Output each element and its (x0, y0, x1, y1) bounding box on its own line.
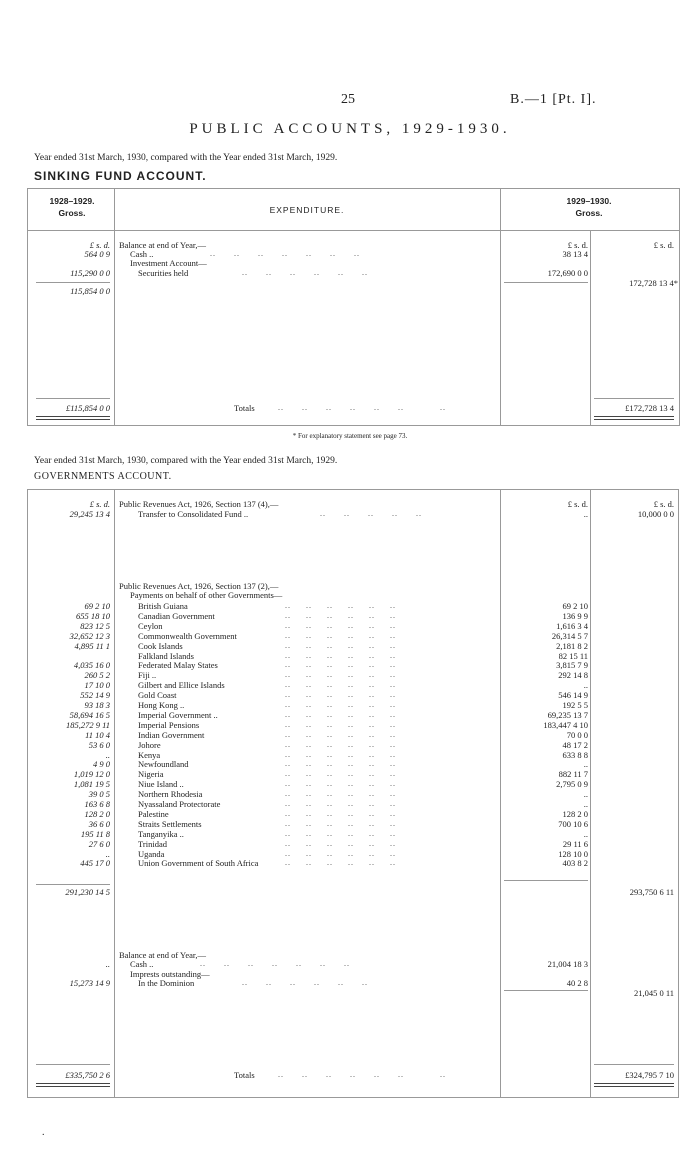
government-name: Indian Government (138, 729, 205, 740)
section-137-2-label: Public Revenues Act, 1926, Section 137 (2),— (119, 581, 279, 591)
payments-label: Payments on behalf of other Governments— (130, 590, 283, 600)
column-divider (590, 230, 591, 425)
double-rule (36, 1083, 110, 1087)
government-name: Nyassaland Protectorate (138, 799, 221, 809)
leader-dots: .. .. .. .. .. .. (285, 759, 396, 769)
government-prev-amount: 32,652 12 3 (69, 630, 110, 641)
page-number: 25 (341, 92, 355, 107)
sinking-fund-caption: Year ended 31st March, 1930, compared with the Year ended 31st March, 1929. (34, 153, 338, 163)
government-name: Palestine (138, 808, 169, 819)
leader-dots: .. .. .. .. .. .. (285, 858, 396, 868)
government-cur-amount: 1,616 3 4 (556, 620, 588, 631)
government-cur-amount: 633 8 8 (562, 749, 588, 760)
transfer-label: Transfer to Consolidated Fund .. (138, 509, 249, 519)
double-rule (36, 416, 110, 420)
government-cur-amount: 136 9 9 (562, 610, 588, 621)
totals-label: Totals (234, 1070, 255, 1080)
government-prev-amount: 655 18 10 (76, 610, 110, 621)
government-cur-amount: .. (583, 828, 588, 839)
government-cur-amount: 26,314 5 7 (551, 630, 588, 641)
leader-dots: .. .. .. .. .. .. .. (200, 959, 350, 968)
column-divider (114, 489, 115, 1097)
government-prev-amount: 823 12 5 (80, 620, 110, 631)
leader-dots: .. .. .. .. .. .. (285, 729, 396, 739)
government-prev-amount: 58,694 16 5 (69, 709, 110, 720)
government-name: Cook Islands (138, 640, 183, 651)
leader-dots: .. .. .. .. .. (320, 509, 422, 518)
totals-prev: £335,750 2 6 (65, 1070, 110, 1080)
government-prev-amount: 17 10 0 (84, 680, 110, 691)
government-cur-amount: 2,795 0 9 (556, 779, 588, 790)
col-header-cur-gross: Gross. (575, 208, 603, 218)
government-prev-amount: 1,019 12 0 (73, 769, 110, 780)
government-name: Newfoundland (138, 759, 189, 770)
government-name: Gold Coast (138, 690, 177, 701)
government-cur-amount: .. (583, 759, 588, 770)
government-prev-amount: 552 14 9 (80, 690, 110, 701)
table-border-right (678, 489, 679, 1097)
government-name: Uganda (138, 848, 165, 859)
government-prev-amount: 53 6 0 (88, 739, 110, 750)
col-header-prev-year: 1928–1929. (49, 196, 95, 206)
government-prev-amount: 39 0 5 (88, 789, 110, 800)
leader-dots: .. .. .. .. .. .. (285, 670, 396, 680)
dominion-cur: 40 2 8 (566, 978, 588, 988)
totals-cur: £172,728 13 4 (625, 403, 674, 413)
page-title: PUBLIC ACCOUNTS, 1929-1930. (189, 121, 511, 137)
leader-dots: .. .. .. .. .. .. .. (278, 403, 446, 412)
leader-dots: .. .. .. .. .. .. (285, 709, 396, 719)
column-divider (500, 188, 501, 425)
leader-dots: .. .. .. .. .. .. (285, 828, 396, 838)
government-prev-amount: 163 6 8 (84, 799, 110, 809)
double-rule (594, 1083, 674, 1087)
governments-heading: GOVERNMENTS ACCOUNT. (34, 471, 172, 482)
transfer-total: 10,000 0 0 (637, 509, 674, 519)
government-cur-amount: 48 17 2 (562, 739, 588, 750)
units-right: £ s. d. (567, 499, 588, 509)
government-name: Commonwealth Government (138, 630, 237, 641)
government-cur-amount: 183,447 4 10 (543, 719, 588, 730)
government-name: Trinidad (138, 838, 167, 849)
transfer-prev: 29,245 13 4 (69, 509, 110, 519)
government-cur-amount: 700 10 6 (558, 818, 588, 829)
units-total: £ s. d. (653, 240, 674, 250)
government-prev-amount: 128 2 0 (84, 808, 110, 819)
section-137-4-label: Public Revenues Act, 1926, Section 137 (4),— (119, 499, 279, 509)
government-name: Falkland Islands (138, 650, 194, 661)
government-cur-amount: 403 8 2 (562, 858, 588, 869)
leader-dots: .. .. .. .. .. .. (285, 690, 396, 700)
government-cur-amount: 29 11 6 (562, 838, 588, 849)
government-cur-amount: 546 14 9 (558, 690, 588, 701)
government-name: Tanganyika .. (138, 828, 184, 839)
government-name: Imperial Government .. (138, 709, 218, 720)
government-prev-amount: 4,895 11 1 (74, 640, 110, 651)
leader-dots: .. .. .. .. .. .. (285, 799, 396, 808)
government-prev-amount: 27 6 0 (88, 838, 110, 849)
column-divider (590, 489, 591, 1097)
government-cur-amount: 292 14 8 (558, 670, 588, 681)
items-prev-total: 291,230 14 5 (65, 887, 110, 897)
government-prev-amount: 185,272 9 11 (66, 719, 110, 730)
cash-cur: 21,004 18 3 (547, 959, 588, 969)
balance-label: Balance at end of Year,— (119, 950, 206, 960)
sinking-fund-heading: SINKING FUND ACCOUNT. (34, 169, 207, 183)
sub-total: 172,728 13 4* (629, 278, 678, 288)
units-total: £ s. d. (653, 499, 674, 509)
investment-label: Investment Account— (130, 258, 207, 268)
subtotal-rule (36, 282, 110, 283)
leader-dots: .. .. .. .. .. .. (285, 769, 396, 779)
government-prev-amount: .. (105, 749, 110, 760)
items-total: 293,750 6 11 (629, 887, 674, 897)
government-prev-amount: 1,081 19 5 (73, 779, 110, 790)
dominion-prev: 15,273 14 9 (69, 978, 110, 988)
government-cur-amount: 128 2 0 (562, 808, 588, 819)
government-prev-amount: .. (105, 848, 110, 859)
leader-dots: .. .. .. .. .. .. (285, 620, 396, 630)
cash-prev: .. (105, 959, 110, 969)
government-cur-amount: .. (583, 799, 588, 809)
leader-dots: .. .. .. .. .. .. (285, 789, 396, 799)
government-cur-amount: .. (583, 680, 588, 691)
units-right: £ s. d. (567, 240, 588, 250)
government-cur-amount: 82 15 11 (558, 650, 588, 661)
leader-dots: .. .. .. .. .. .. .. (210, 249, 360, 258)
totals-rule (36, 398, 110, 399)
leader-dots: .. .. .. .. .. .. (285, 749, 396, 759)
totals-rule (594, 398, 674, 399)
double-rule (594, 416, 674, 420)
leader-dots: .. .. .. .. .. .. (285, 808, 396, 818)
securities-prev: 115,290 0 0 (70, 268, 110, 278)
leader-dots: .. .. .. .. .. .. (285, 630, 396, 640)
leader-dots: .. .. .. .. .. .. (285, 700, 396, 709)
totals-cur: £324,795 7 10 (625, 1070, 674, 1080)
government-cur-amount: 69 2 10 (562, 601, 588, 611)
government-prev-amount: 260 5 2 (84, 670, 110, 681)
totals-prev: £115,854 0 0 (66, 403, 110, 413)
leader-dots: .. .. .. .. .. .. (285, 779, 396, 789)
cash-prev: 564 0 9 (84, 249, 110, 259)
totals-rule (36, 1064, 110, 1065)
leader-dots: .. .. .. .. .. .. (242, 268, 368, 277)
government-prev-amount: 195 11 8 (80, 828, 110, 839)
subtotal-rule (36, 884, 110, 885)
governments-bottom-rule (27, 1097, 679, 1098)
transfer-cur: .. (583, 509, 588, 519)
securities-label: Securities held (138, 268, 189, 278)
government-prev-amount: 69 2 10 (84, 601, 110, 611)
subtotal-rule (504, 880, 588, 881)
government-name: Johore (138, 739, 161, 750)
footnote: * For explanatory statement see page 73. (292, 432, 408, 440)
government-cur-amount: 2,181 8 2 (556, 640, 588, 651)
government-cur-amount: 3,815 7 9 (556, 660, 588, 671)
margin-mark: . (42, 1127, 45, 1138)
totals-label: Totals (234, 403, 255, 413)
government-name: Northern Rhodesia (138, 789, 203, 800)
government-name: Union Government of South Africa (138, 858, 259, 869)
government-name: Canadian Government (138, 610, 215, 621)
government-cur-amount: 192 5 5 (562, 700, 588, 710)
balance-total: 21,045 0 11 (633, 988, 674, 998)
leader-dots: .. .. .. .. .. .. (285, 680, 396, 690)
subtotal-rule (504, 990, 588, 991)
government-prev-amount: 445 17 0 (80, 858, 110, 869)
government-name: Gilbert and Ellice Islands (138, 680, 225, 691)
leader-dots: .. .. .. .. .. .. (285, 601, 396, 610)
units-left: £ s. d. (89, 499, 110, 509)
securities-cur: 172,690 0 0 (547, 268, 588, 278)
leader-dots: .. .. .. .. .. .. (242, 978, 368, 987)
col-header-cur-year: 1929–1930. (566, 196, 612, 206)
government-name: Straits Settlements (138, 818, 202, 829)
col-header-expenditure: EXPENDITURE. (269, 205, 345, 215)
government-name: British Guiana (138, 601, 188, 611)
units-left: £ s. d. (89, 240, 110, 250)
leader-dots: .. .. .. .. .. .. (285, 719, 396, 729)
cash-label: Cash .. (130, 249, 154, 259)
cash-cur: 38 13 4 (562, 249, 588, 259)
sinking-fund-header-rule (27, 230, 679, 231)
leader-dots: .. .. .. .. .. .. (285, 818, 396, 828)
leader-dots: .. .. .. .. .. .. (285, 660, 396, 670)
government-prev-amount: 36 6 0 (88, 818, 110, 829)
balance-label: Balance at end of Year,— (119, 240, 206, 250)
government-name: Ceylon (138, 620, 163, 631)
government-name: Nigeria (138, 769, 164, 780)
imprests-label: Imprests outstanding— (130, 969, 210, 979)
column-divider (114, 188, 115, 425)
governments-top-rule (27, 489, 679, 490)
government-name: Imperial Pensions (138, 719, 200, 730)
leader-dots: .. .. .. .. .. .. (285, 610, 396, 620)
leader-dots: .. .. .. .. .. .. (285, 739, 396, 749)
document-reference: B.—1 [Pt. I]. (510, 92, 597, 107)
subtotal-rule (504, 282, 588, 283)
government-cur-amount: 69,235 13 7 (547, 709, 588, 720)
cash-label: Cash .. (130, 959, 154, 969)
government-name: Kenya (138, 749, 161, 760)
leader-dots: .. .. .. .. .. .. .. (278, 1070, 446, 1079)
government-cur-amount: 70 0 0 (566, 729, 588, 740)
sinking-fund-table-frame (27, 188, 680, 426)
government-name: Niue Island .. (138, 779, 184, 790)
government-name: Hong Kong .. (138, 700, 185, 710)
table-border-left (27, 489, 28, 1097)
government-prev-amount: 11 10 4 (85, 729, 110, 740)
leader-dots: .. .. .. .. .. .. (285, 838, 396, 848)
totals-rule (594, 1064, 674, 1065)
government-prev-amount: 4,035 16 0 (73, 660, 110, 671)
government-prev-amount: 4 9 0 (93, 759, 110, 770)
col-header-prev-gross: Gross. (58, 208, 86, 218)
government-name: Federated Malay States (138, 660, 218, 671)
leader-dots: .. .. .. .. .. .. (285, 640, 396, 650)
governments-caption: Year ended 31st March, 1930, compared with the Year ended 31st March, 1929. (34, 456, 338, 466)
leader-dots: .. .. .. .. .. .. (285, 848, 396, 858)
government-name: Fiji .. (138, 670, 157, 681)
government-cur-amount: .. (583, 789, 588, 800)
dominion-label: In the Dominion (138, 978, 195, 988)
government-cur-amount: 128 10 0 (558, 848, 588, 859)
sub-prev: 115,854 0 0 (70, 286, 110, 296)
leader-dots: .. .. .. .. .. .. (285, 650, 396, 660)
government-cur-amount: 882 11 7 (558, 769, 588, 780)
government-prev-amount: 93 18 3 (84, 700, 110, 710)
